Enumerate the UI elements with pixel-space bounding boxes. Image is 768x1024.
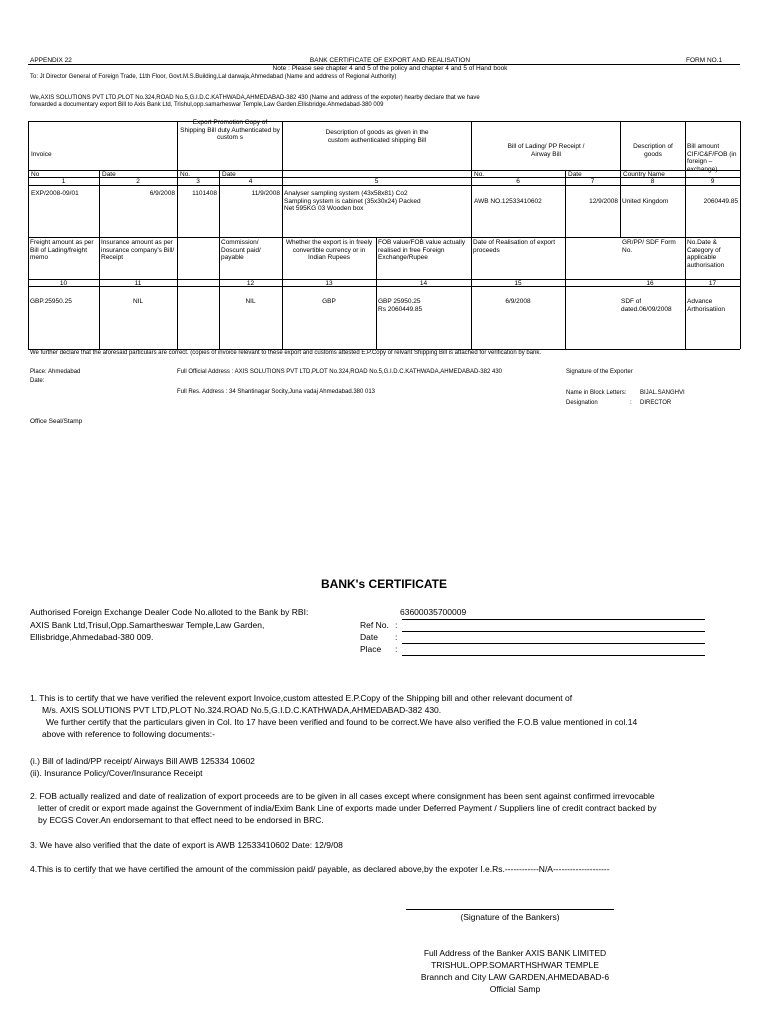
declaration-line-2: forwarded a documentary export Bill to Axis Bank Ltd, Trishul,opp.samarheswar Temple,Law Garden.Ellisbridge.Ahmedabad-380 009 — [30, 102, 384, 108]
header-bill-of-lading: Bill of Lading/ PP Receipt / Airway Bill — [507, 143, 585, 158]
header-realisation: Date of Realisation of export proceeds — [473, 239, 556, 254]
column-number: 17 — [708, 280, 717, 287]
header-category: No.Date & Category of applicable authorisation — [687, 239, 725, 269]
place-colon: : — [395, 644, 398, 654]
place-label: Place — [360, 644, 382, 654]
column-number: 12 — [246, 280, 255, 287]
column-number: 15 — [514, 280, 522, 287]
banker-signature-line — [406, 909, 614, 910]
declaration-line-1: We,AXIS SOLUTIONS PVT LTD,PLOT No.324,ROAD No.5,G.I.D.C.KATHWADA,AHMEDABAD-382 430 (Name and address of the expoter) hearby declare that we have — [30, 95, 480, 101]
exporter-date: Date: — [30, 378, 45, 384]
insurance-amount: NIL — [132, 298, 144, 305]
para1-line2: M/s. AXIS SOLUTIONS PVT LTD,PLOT No.324.ROAD No.5,G.I.D.C.KATHWADA,AHMEDABAD-382 430. — [42, 705, 442, 715]
place-line — [402, 643, 705, 644]
appendix-label: APPENDIX 22 — [30, 57, 72, 64]
column-number: 4 — [248, 178, 253, 185]
exporter-official-address: Full Official Address : AXIS SOLUTIONS PVT LTD,PLOT No.324,ROAD No.5,G.I.D.C.KATHWADA,AHMEDABAD-382 430 — [177, 369, 502, 375]
column-number: 13 — [325, 280, 333, 287]
date-colon: : — [395, 632, 398, 642]
column-number: 7 — [590, 178, 595, 185]
header-bill-amount: Bill amount CIF/C&F/FOB (in foreign – exchange) — [687, 143, 737, 173]
banker-address-line-3: Brannch and City LAW GARDEN,AHMEDABAD-6 — [420, 972, 610, 982]
fob-rupee: Rs 2060449.85 — [378, 306, 423, 313]
subheader-invoice-date: Date — [102, 171, 116, 178]
banker-signature-label: (Signature of the Bankers) — [460, 912, 560, 922]
header-destination: Description of goods — [633, 143, 673, 158]
shipping-bill-date: 11/9/2008 — [251, 190, 280, 197]
bill-amount: 2060449.85 — [703, 198, 738, 205]
commission-amount: NIL — [245, 298, 256, 305]
office-seal-label: Office Seal/Stamp — [30, 418, 83, 425]
header-note: Note : Please see chapter 4 and 5 of the policy and chapter 4 and 5 of Hand book — [272, 65, 508, 72]
para2-line2: letter of credit or export made against the Government of india/Exim Bank Line of exports made under Deferred Payment / Suppliers line of credit contract backed by — [38, 803, 657, 813]
para1-line3: We further certify that the particulars given in Col. Ito 17 have been verified and found to be correct.We have also verified the F.O.B value mentioned in col.14 — [46, 717, 638, 727]
column-number: 9 — [710, 178, 715, 185]
banker-address-line-1: Full Address of the Banker AXIS BANK LIMITED — [423, 948, 607, 958]
bank-address-line-2: Ellisbridge,Ahmedabad-380 009. — [30, 632, 154, 642]
awb-number: AWB NO.12533410602 — [474, 198, 542, 205]
designation-colon: : — [630, 400, 632, 406]
subheader-awb-no: No. — [474, 171, 485, 178]
column-number: 5 — [374, 178, 379, 185]
column-number: 11 — [134, 280, 142, 287]
invoice-number: EXP/2008-09/01 — [31, 190, 79, 197]
para3: 3. We have also verified that the date of export is AWB 12533410602 Date: 12/9/08 — [30, 840, 343, 850]
column-number: 3 — [196, 178, 200, 185]
ref-colon: : — [395, 620, 398, 630]
dealer-code-label: Authorised Foreign Exchange Dealer Code No.alloted to the Bank by RBI: — [30, 607, 309, 617]
header-description: Description of goods as given in the custom authenticated shipping Bill — [325, 129, 429, 144]
bottom-line — [402, 655, 705, 656]
header-invoice: Invoice — [31, 151, 52, 158]
para2-line3: by ECGS Cover.An endorsemant to that effect need to be endorsed in BRC. — [38, 815, 324, 825]
invoice-date: 6/9/2008 — [149, 190, 175, 197]
para4: 4.This is to certify that we have certified the amount of the commission paid/ payable, as declared above,by the expoter I.e.Rs.------------N/A-------------------- — [30, 864, 610, 874]
document-1: (i.) Bill of ladind/PP receipt/ Airways Bill AWB 125334 10602 — [30, 756, 255, 766]
para1-line1: 1. This is to certify that we have verified the relevent export Invoice,custom attested E.P.Copy of the Shipping bill and other relevant document of — [30, 693, 573, 703]
sdf-label: SDF of — [621, 298, 642, 305]
banker-address-line-4: Official Samp — [489, 984, 541, 994]
designation-label: Designation — [566, 400, 598, 406]
column-number: 2 — [136, 178, 140, 185]
to-line: To: Jt Director General of Foreign Trade, 11th Floor, Govt.M.S.Building,Lal darwaja,Ahmedabad (Name and address of Regional Authority) — [30, 74, 397, 80]
header-grpp: GR/PP/ SDF Form No. — [622, 239, 676, 254]
header-insurance: Insurance amount as per insurance company's Bill/ Receipt — [101, 239, 175, 261]
column-number: 8 — [650, 178, 655, 185]
date-line — [402, 631, 705, 632]
header-commission: Commission/ Doscunt paid/ payable — [221, 239, 261, 261]
realisation-date: 6/9/2008 — [505, 298, 531, 305]
currency: GBP — [322, 298, 336, 305]
bank-certificate-title: BANK's CERTIFICATE — [321, 577, 447, 591]
goods-description: Analyser sampling system (43x58x81) Co2 Sampling system is cabinet (35x30x24) Packed Net 595KG 03 Wooden box — [284, 190, 421, 212]
name-label: Name in Block Letters: — [566, 390, 627, 396]
header-convertible: Whether the export is in freely convertible currency or in Indian Rupees — [285, 239, 373, 261]
awb-date: 12/9/2008 — [589, 198, 618, 205]
name-value: BIJAL.SANGHVI — [640, 390, 685, 396]
para2-line1: 2. FOB actually realized and date of realization of export proceeds are to be given in all cases except where consignment has been sent against confirmed irrevocable — [30, 791, 655, 801]
subheader-country: Country Name — [623, 171, 665, 178]
para1-line4: above with reference to following documents:- — [42, 729, 215, 739]
form-number: FORM NO.1 — [686, 57, 723, 64]
dealer-code: 63600035700009 — [400, 607, 467, 617]
freight-amount: GBP.25950.25 — [30, 298, 72, 305]
column-number: 14 — [419, 280, 428, 287]
column-number: 10 — [59, 280, 68, 287]
ref-line — [402, 619, 705, 620]
exporter-place: Place: Ahmedabad — [30, 369, 81, 375]
ref-label: Ref No. — [360, 620, 389, 630]
document-title: BANK CERTIFICATE OF EXPORT AND REALISATION — [309, 57, 471, 64]
column-number: 16 — [646, 280, 654, 287]
authorisation-category: Advance Arthorisatiion — [687, 298, 725, 313]
designation-value: DIRECTOR — [640, 400, 672, 406]
bank-address-line-1: AXIS Bank Ltd,Trisul,Opp.Samartheswar Temple,Law Garden, — [30, 620, 265, 630]
destination-country: United Kingdom — [622, 198, 669, 205]
column-number: 6 — [516, 178, 520, 185]
header-fob: FOB value/FOB value actually realised in free Foreign Exchange/Rupee — [378, 239, 466, 261]
subheader-sb-no: No. — [180, 171, 191, 178]
further-declaration: We further declare that the aforesaid particulars are correct. (copies of invoice relevant to these export and customs attested E.P.Copy of relvant Shipping Bill is attached for verification by bank. — [30, 350, 542, 356]
exporter-signature-label: Signature of the Exporter — [566, 369, 633, 375]
banker-address-line-2: TRISHUL.OPP.SOMARTHSHWAR TEMPLE — [431, 960, 599, 970]
shipping-bill-number: 1101408 — [192, 190, 217, 197]
header-export-promotion: Export Promotion Copy of Shipping Bill duty Authenticated by custom s — [180, 119, 280, 141]
exporter-res-address: Full Res. Address : 34 Shantinagar Socity,Juna vadaj Ahmedabad.380 013 — [177, 389, 376, 395]
subheader-awb-date: Date — [568, 171, 582, 178]
column-number: 1 — [61, 178, 66, 185]
sdf-date: dated.06/09/2008 — [621, 306, 672, 313]
fob-foreign: GBP 25950.25 — [378, 298, 421, 305]
subheader-invoice-no: No — [31, 171, 40, 178]
subheader-sb-date: Date — [222, 171, 236, 178]
document-2: (ii). Insurance Policy/Cover/Insurance Receipt — [30, 768, 203, 778]
date-label: Date — [360, 632, 378, 642]
header-freight: Freight amount as per Bill of Lading/freight memo — [30, 239, 94, 261]
